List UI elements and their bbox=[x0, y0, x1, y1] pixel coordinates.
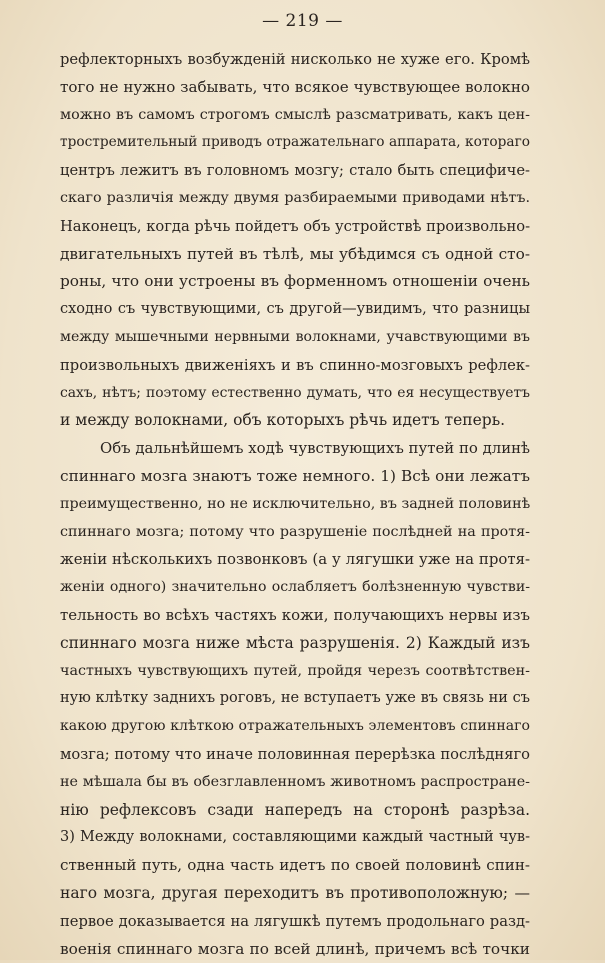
text-line: ственный путь, одна часть идетъ по своей половинѣ спин- bbox=[60, 852, 530, 880]
text-line: роны, что они устроены въ форменномъ отношеніи очень bbox=[60, 268, 530, 296]
text-line: рефлекторныхъ возбужденій нисколько не хуже его. Кромѣ bbox=[60, 46, 530, 74]
text-line: женіи одного) значительно ослабляетъ болѣзненную чувстви- bbox=[60, 574, 530, 602]
text-line: спиннаго мозга ниже мѣста разрушенія. 2) Каждый изъ bbox=[60, 630, 530, 658]
text-line: центръ лежитъ въ головномъ мозгу; стало быть специфиче- bbox=[60, 157, 530, 185]
text-line: Объ дальнѣйшемъ ходѣ чувствующихъ путей по длинѣ bbox=[60, 435, 530, 463]
text-line: двигательныхъ путей въ тѣлѣ, мы убѣдимся съ одной сто- bbox=[60, 241, 530, 269]
page-number: — 219 — bbox=[0, 11, 605, 31]
text-line: первое доказывается на лягушкѣ путемъ продольнаго разд- bbox=[60, 908, 530, 936]
text-line: какою другою клѣткою отражательныхъ элементовъ спиннаго bbox=[60, 713, 530, 741]
text-line: спиннаго мозга; потому что разрушеніе послѣдней на протя- bbox=[60, 519, 530, 547]
text-line: того не нужно забывать, что всякое чувствующее волокно bbox=[60, 74, 530, 102]
text-line: преимущественно, но не исключительно, въ задней половинѣ bbox=[60, 491, 530, 519]
text-line: сходно съ чувствующими, съ другой—увидимъ, что разницы bbox=[60, 296, 530, 324]
text-line: тростремительный приводъ отражательнаго аппарата, котораго bbox=[60, 129, 530, 157]
text-line: мозга; потому что иначе половинная перерѣзка послѣдняго bbox=[60, 741, 530, 769]
text-line: наго мозга, другая переходитъ въ противоположную; — bbox=[60, 880, 530, 908]
body-text bbox=[60, 46, 530, 963]
text-line: нію рефлексовъ сзади напередъ на сторонѣ разрѣза. bbox=[60, 797, 530, 825]
text-line: произвольныхъ движеніяхъ и въ спинно-мозговыхъ рефлек- bbox=[60, 352, 530, 380]
text-line: можно въ самомъ строгомъ смыслѣ разсматривать, какъ цен- bbox=[60, 102, 530, 130]
text-line: женіи нѣсколькихъ позвонковъ (а у лягушки уже на протя- bbox=[60, 546, 530, 574]
text-line: сахъ, нѣтъ; поэтому естественно думать, что ея несуществуетъ bbox=[60, 380, 530, 408]
text-line: между мышечными нервными волокнами, учавствующими въ bbox=[60, 324, 530, 352]
text-line: Наконецъ, когда рѣчь пойдетъ объ устройствѣ произвольно- bbox=[60, 213, 530, 241]
text-line: ную клѣтку заднихъ роговъ, не вступаетъ уже въ связь ни съ bbox=[60, 685, 530, 713]
text-line: частныхъ чувствующихъ путей, пройдя черезъ соотвѣтствен- bbox=[60, 658, 530, 686]
text-line: и между волокнами, объ которыхъ рѣчь идетъ теперь. bbox=[60, 407, 530, 435]
text-line: скаго различія между двумя разбираемыми приводами нѣтъ. bbox=[60, 185, 530, 213]
paragraph bbox=[60, 435, 530, 963]
paragraph bbox=[60, 46, 530, 435]
text-line: военія спиннаго мозга по всей длинѣ, причемъ всѣ точки bbox=[60, 936, 530, 963]
text-line: тельность во всѣхъ частяхъ кожи, получающихъ нервы изъ bbox=[60, 602, 530, 630]
text-line: 3) Между волокнами, составляющими каждый частный чув- bbox=[60, 824, 530, 852]
text-line: спиннаго мозга знаютъ тоже немного. 1) Всѣ они лежатъ bbox=[60, 463, 530, 491]
text-line: не мѣшала бы въ обезглавленномъ животномъ распростране- bbox=[60, 769, 530, 797]
